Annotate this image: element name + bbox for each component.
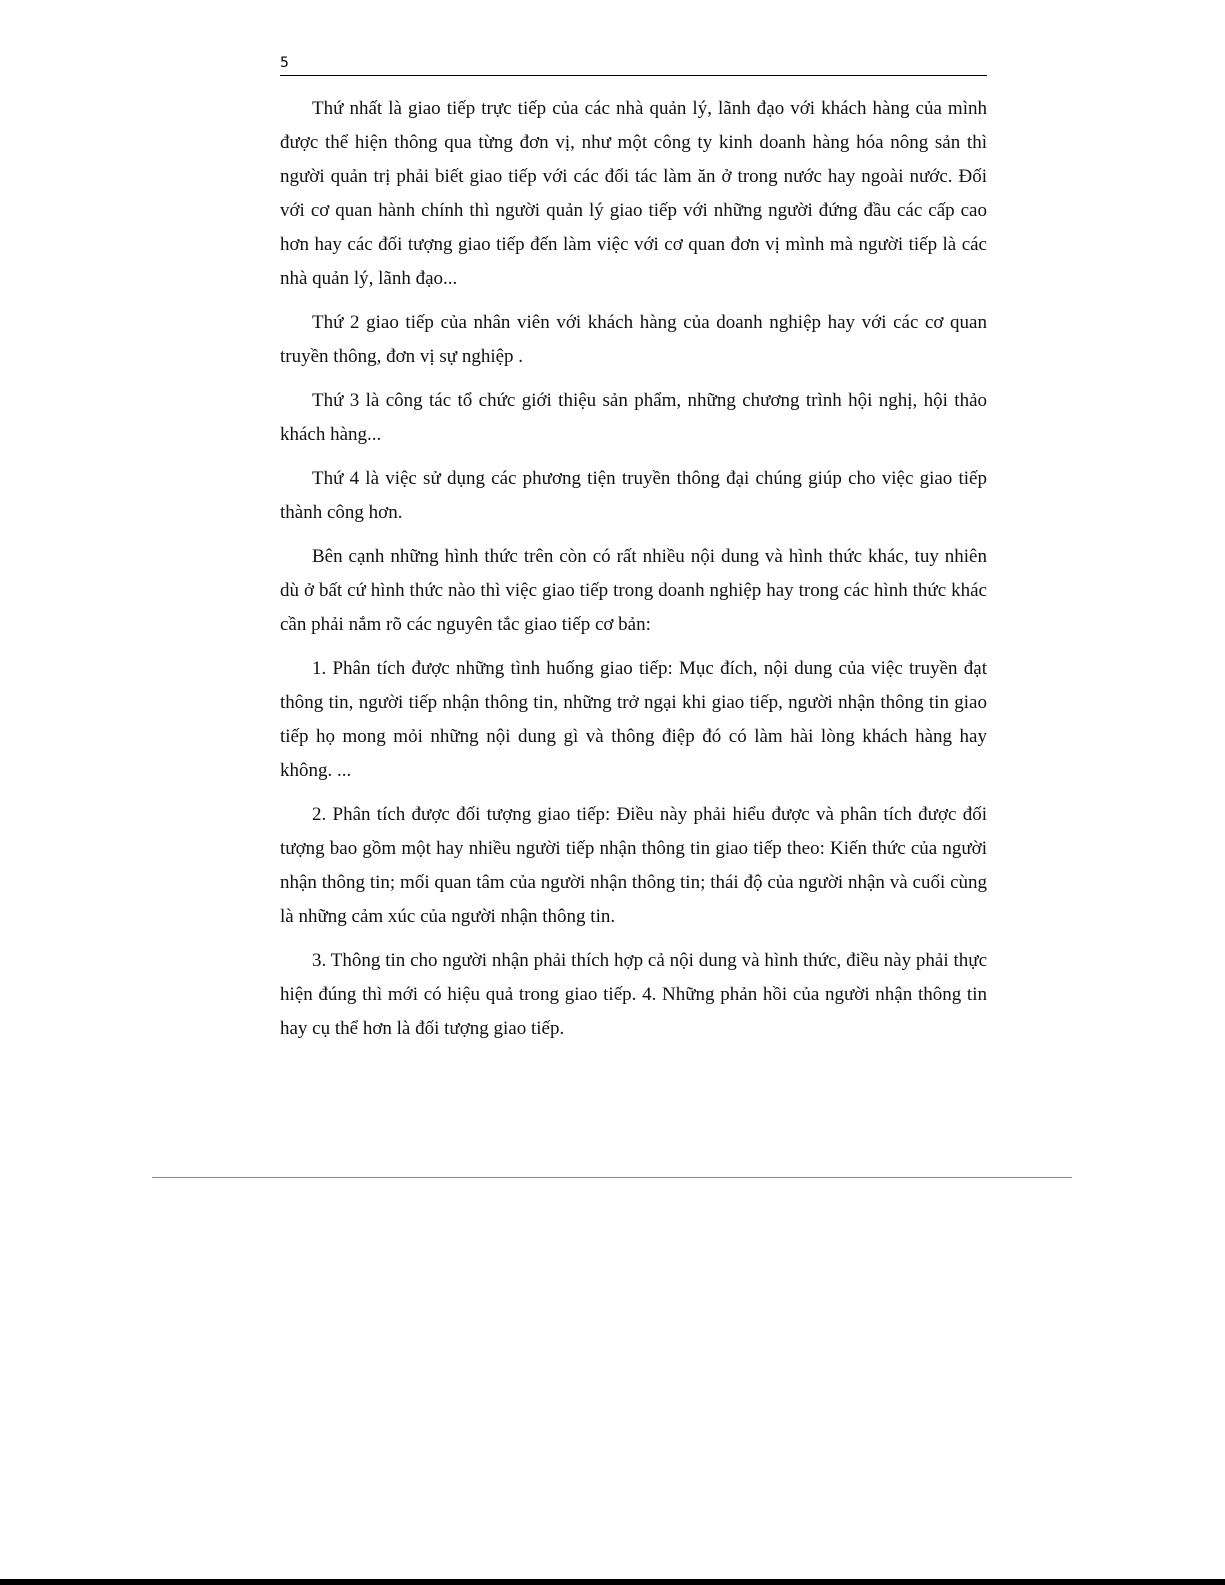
- body-text: [280, 92, 987, 1056]
- paragraph-7: 2. Phân tích được đối tượng giao tiếp: Điều này phải hiểu được và phân tích được đối tượng bao gồm một hay nhiều người tiếp nhận thông tin giao tiếp theo: Kiến thức của người nhận thông tin; mối quan tâm của người nhận thông tin; thái độ của người nhận và cuối cùng là những cảm xúc của người nhận thông tin.: [280, 804, 987, 927]
- header-rule: [280, 75, 987, 76]
- bottom-edge-bar: [0, 1579, 1225, 1585]
- paragraph-6: 1. Phân tích được những tình huống giao tiếp: Mục đích, nội dung của việc truyền đạt thông tin, người tiếp nhận thông tin, những trở ngại khi giao tiếp, người nhận thông tin giao tiếp họ mong mỏi những nội dung gì và thông điệp đó có làm hài lòng khách hàng hay không. ...: [280, 658, 987, 781]
- page-number: 5: [280, 55, 289, 71]
- paragraph-3: Thứ 3 là công tác tổ chức giới thiệu sản phẩm, những chương trình hội nghị, hội thảo khách hàng...: [280, 390, 987, 445]
- footer-rule: [152, 1177, 1072, 1178]
- paragraph-1: Thứ nhất là giao tiếp trực tiếp của các nhà quản lý, lãnh đạo với khách hàng của mình được thể hiện thông qua từng đơn vị, như một công ty kinh doanh hàng hóa nông sản thì người quản trị phải biết giao tiếp với các đối tác làm ăn ở trong nước hay ngoài nước. Đối với cơ quan hành chính thì người quản lý giao tiếp với những người đứng đầu các cấp cao hơn hay các đối tượng giao tiếp đến làm việc với cơ quan đơn vị mình mà người tiếp là các nhà quản lý, lãnh đạo...: [280, 98, 987, 289]
- paragraph-8: 3. Thông tin cho người nhận phải thích hợp cả nội dung và hình thức, điều này phải thực hiện đúng thì mới có hiệu quả trong giao tiếp. 4. Những phản hồi của người nhận thông tin hay cụ thể hơn là đối tượng giao tiếp.: [280, 950, 987, 1039]
- paragraph-4: Thứ 4 là việc sử dụng các phương tiện truyền thông đại chúng giúp cho việc giao tiếp thành công hơn.: [280, 468, 987, 523]
- paragraph-2: Thứ 2 giao tiếp của nhân viên với khách hàng của doanh nghiệp hay với các cơ quan truyền thông, đơn vị sự nghiệp .: [280, 312, 987, 367]
- paragraph-5: Bên cạnh những hình thức trên còn có rất nhiều nội dung và hình thức khác, tuy nhiên dù ở bất cứ hình thức nào thì việc giao tiếp trong doanh nghiệp hay trong các hình thức khác cần phải nắm rõ các nguyên tắc giao tiếp cơ bản:: [280, 546, 987, 635]
